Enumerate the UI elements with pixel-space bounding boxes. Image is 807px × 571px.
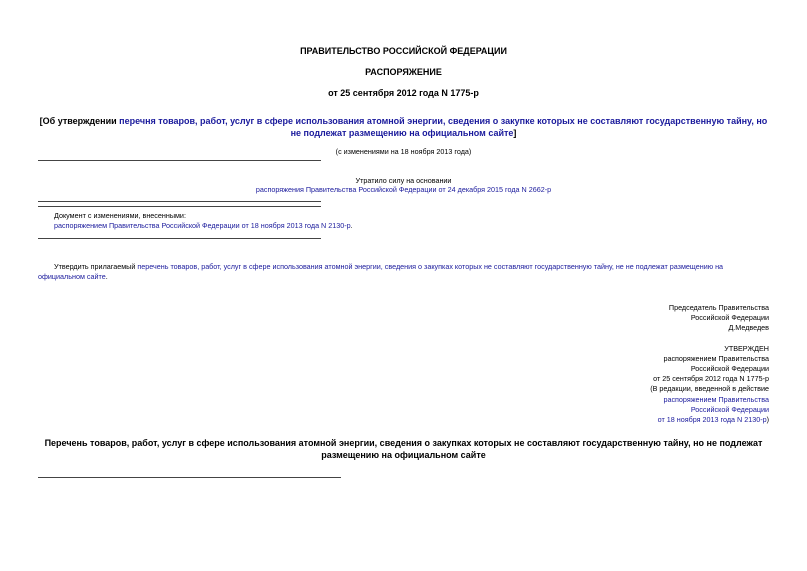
changes-note: (с изменениями на 18 ноября 2013 года) [335, 147, 472, 156]
title-link[interactable]: перечня товаров, работ, услуг в сфере использования атомной энергии, сведения о закупке которых не составляют государственную тайну, но [119, 116, 768, 126]
approved-line5: (В редакции, введенной в действие [650, 384, 769, 393]
amended-link[interactable]: распоряжением Правительства Российской Федерации от 18 ноября 2013 года N 2130-р [54, 221, 351, 230]
signature-name: Д.Медведев [728, 323, 769, 332]
signature-line2: Российской Федерации [690, 313, 769, 322]
approved-line2: распоряжением Правительства [663, 354, 769, 363]
divider [38, 477, 341, 478]
approved-line4: от 25 сентября 2012 года N 1775-р [653, 374, 769, 383]
approved-close: ) [766, 415, 769, 424]
doc-date-number: от 25 сентября 2012 года N 1775-р [328, 88, 479, 98]
body-line1 [54, 262, 767, 271]
divider [38, 201, 321, 202]
doc-title-line2 [0, 128, 807, 138]
approved-line8 [658, 415, 769, 424]
expired-label: Утратило силу на основании [355, 176, 452, 185]
org-name: ПРАВИТЕЛЬСТВО РОССИЙСКОЙ ФЕДЕРАЦИИ [300, 46, 507, 56]
amended-line [54, 221, 353, 230]
expired-link[interactable]: распоряжения Правительства Российской Федерации от 24 декабря 2015 года N 2662-р [255, 185, 552, 194]
body-link-cont[interactable]: официальном сайте [38, 272, 106, 281]
doc-type: РАСПОРЯЖЕНИЕ [365, 67, 442, 77]
approved-link2[interactable]: Российской Федерации [690, 405, 769, 414]
approved-line1: УТВЕРЖДЕН [724, 344, 769, 353]
divider [38, 206, 321, 207]
body-prefix: Утвердить прилагаемый [54, 262, 136, 271]
divider [38, 238, 321, 239]
approved-link3[interactable]: от 18 ноября 2013 года N 2130-р [657, 415, 767, 424]
title-open-bracket: [Об утверждении [39, 116, 120, 126]
list-title-line1: Перечень товаров, работ, услуг в сфере использования атомной энергии, сведения о закупках которых не составляют государственную тайну, но не подлежат [44, 438, 763, 448]
amended-tail: . [350, 221, 353, 230]
body-line2 [38, 272, 108, 281]
approved-link1[interactable]: распоряжением Правительства [663, 395, 769, 404]
body-suffix: . [105, 272, 108, 281]
title-close-bracket: ] [513, 128, 517, 138]
title-link-cont[interactable]: не подлежат размещению на официальном сайте [290, 128, 514, 138]
approved-line3: Российской Федерации [690, 364, 769, 373]
divider [38, 160, 321, 161]
signature-line1: Председатель Правительства [668, 303, 769, 312]
list-title-line2: размещению на официальном сайте [321, 450, 486, 460]
body-link[interactable]: перечень товаров, работ, услуг в сфере использования атомной энергии, сведения о закупках которых не составляют государственную тайну, не не подлежат размещению на [137, 262, 724, 271]
amended-label: Документ с изменениями, внесенными: [54, 211, 186, 220]
doc-title-line1 [0, 116, 807, 126]
